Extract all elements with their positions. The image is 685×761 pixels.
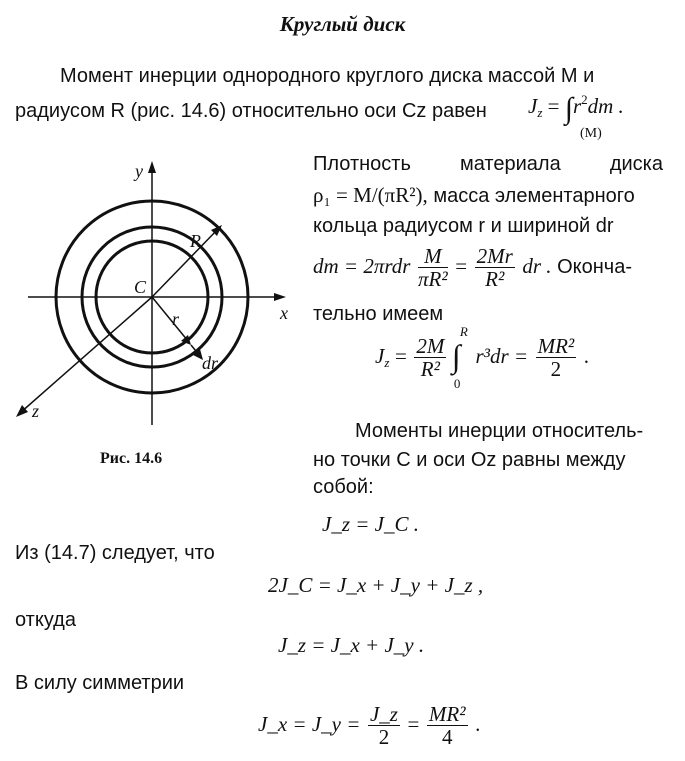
z-axis [20, 297, 152, 413]
para4-intro: Из (14.7) следует, что [15, 542, 215, 564]
label-dr: dr [202, 353, 219, 373]
label-z: z [32, 401, 40, 421]
integral-sign: ∫ [564, 92, 573, 125]
para2-line3: кольца радиусом r и шириной dr [313, 215, 614, 237]
para2-line5: тельно имеем [313, 303, 444, 325]
para3-line2: но точки C и оси Oz равны между [313, 449, 626, 471]
para2-line1: Плотность материала диска [313, 153, 663, 175]
mass-element-formula: dm = 2πrdr $\frac{M}{\text{πR²}}$ = $\frac{2Mr}{\text{R²}}$ dr . Оконча- [313, 244, 633, 291]
label-r: r [172, 309, 180, 329]
para4-symmetry: В силу симметрии [15, 672, 185, 694]
x-arrow-icon [274, 293, 286, 301]
equation-symmetric-moments: J_x = J_y = $\frac{J\_z}{2}$ = $\frac{\text{MR²}}{4}$ . [258, 702, 481, 749]
label-y: y [135, 161, 143, 181]
para3-line1: Моменты инерции относитель- [355, 420, 644, 442]
label-R: R [190, 231, 201, 251]
para1-line1: Момент инерции однородного круглого диска массой M и [60, 65, 595, 87]
integral-domain: (M) [580, 126, 602, 141]
para3-line3: собой: [313, 476, 374, 498]
equation-jz: J_z = J_x + J_y . [278, 633, 425, 657]
equation-jz-jc: J_z = J_C . [322, 512, 419, 536]
para2-line2: ρ₁ = M/(πR²), масса элементарного [313, 183, 635, 207]
figure-caption: Рис. 14.6 [100, 450, 163, 467]
para4-from: откуда [15, 609, 76, 631]
label-C: C [134, 277, 147, 297]
para1-line2: радиусом R (рис. 14.6) относительно оси Cz равен [15, 100, 487, 122]
definite-integral: ∫ R 0 [451, 323, 468, 391]
section-title: Круглый диск [279, 12, 406, 36]
integral-sign: ∫ [451, 337, 461, 374]
final-moment-formula: $J_z$ = $\frac{2M}{\text{R²}}$ ∫ R 0 r³dr = $\frac{\text{MR²}}{2}$ . [375, 323, 590, 391]
label-x: x [280, 303, 288, 323]
density-formula: ρ₁ = M/(πR²), [313, 183, 428, 207]
disk-figure [10, 155, 300, 445]
equation-sum: 2J_C = J_x + J_y + J_z , [268, 573, 484, 597]
radius-r-line [152, 297, 188, 341]
y-arrow-icon [148, 161, 156, 173]
inertia-integral-formula: $J_z = \int r^2dm$ . [528, 92, 624, 125]
